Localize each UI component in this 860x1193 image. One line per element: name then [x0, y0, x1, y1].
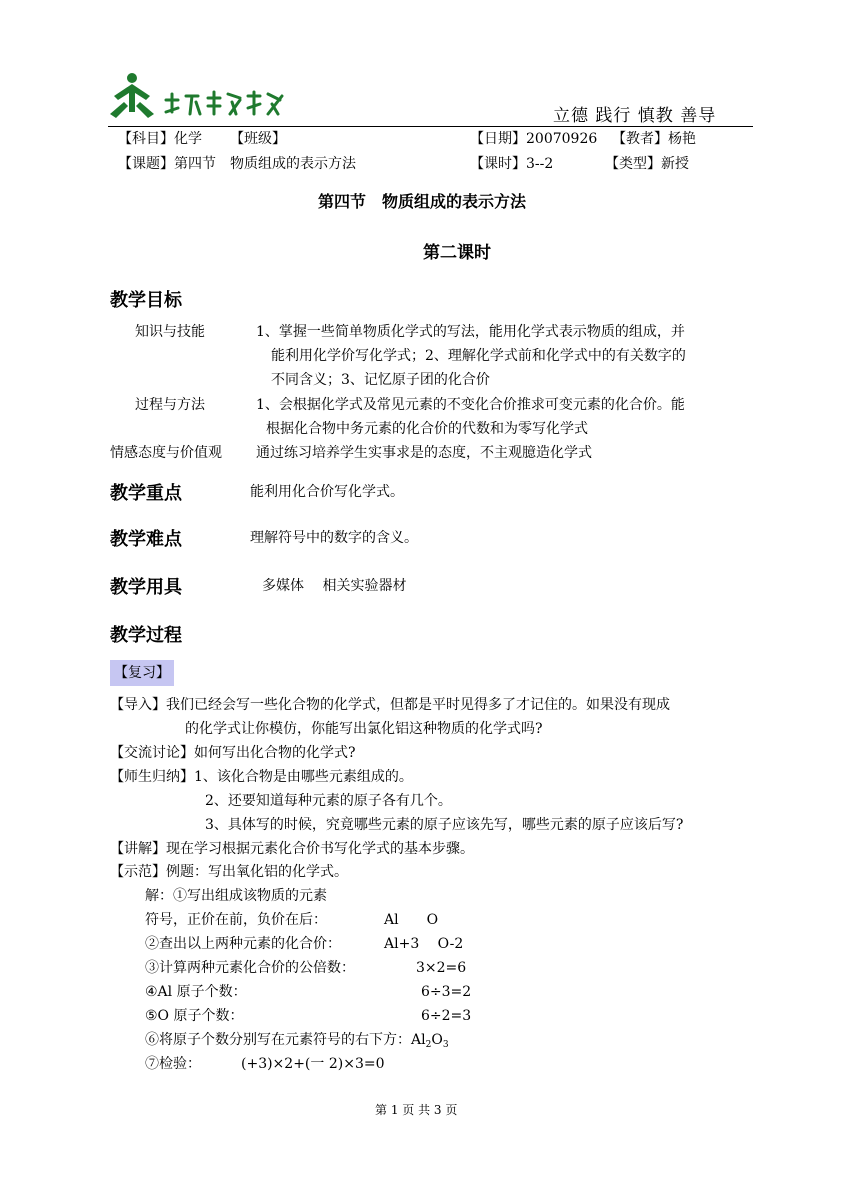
meta-class: 【班级】 — [230, 131, 286, 147]
difficulty-heading: 教学难点 — [110, 529, 182, 550]
demo-line: 【示范】例题：写出氧化铝的化学式。 — [110, 864, 348, 880]
meta-subject: 【科目】化学 — [118, 131, 202, 147]
step-5-value: 6÷2=3 — [421, 1008, 472, 1024]
summary-line-3: 3、具体写的时候，究竟哪些元素的原子应该先写，哪些元素的原子应该后写? — [205, 817, 684, 833]
step-3-value: 3×2=6 — [416, 960, 467, 976]
knowledge-line-3: 不同含义；3、记忆原子团的化合价 — [271, 372, 490, 388]
attitude-label: 情感态度与价值观 — [110, 445, 222, 461]
process-line-1: 1、会根据化学式及常见元素的不变化合价推求可变元素的化合价。能 — [256, 397, 685, 413]
step-6-text: ⑥将原子个数分别写在元素符号的右下方： — [145, 1032, 411, 1048]
meta-date: 【日期】20070926 — [470, 131, 598, 147]
tools-text: 多媒体 相关实验器材 — [262, 578, 407, 594]
knowledge-line-1: 1、掌握一些简单物质化学式的写法，能用化学式表示物质的组成，并 — [256, 324, 685, 340]
step-4: ④Al 原子个数： — [145, 984, 247, 1000]
step-1a: 解：①写出组成该物质的元素 — [145, 888, 327, 904]
discussion-line: 【交流讨论】如何写出化合物的化学式? — [110, 745, 356, 761]
attitude-text: 通过练习培养学生实事求是的态度，不主观臆造化学式 — [256, 445, 592, 461]
meta-topic: 【课题】第四节 物质组成的表示方法 — [118, 156, 356, 172]
school-logo — [108, 70, 288, 122]
step-2: ②查出以上两种元素的化合价： — [145, 936, 341, 952]
formula-o: O — [431, 1032, 443, 1048]
explain-line: 【讲解】现在学习根据元素化合价书写化学式的基本步骤。 — [110, 841, 474, 857]
formula-sub-3: 3 — [442, 1040, 449, 1050]
step-1b: 符号，正价在前，负价在后： — [145, 912, 327, 928]
header-rule — [108, 126, 753, 127]
section-title: 第四节 物质组成的表示方法 — [318, 192, 527, 211]
review-tag: 【复习】 — [110, 660, 174, 686]
meta-teacher: 【教者】杨艳 — [612, 131, 696, 147]
formula-al: Al — [411, 1032, 426, 1048]
step-4-value: 6÷3=2 — [421, 984, 472, 1000]
step-7-value: (+3)×2+(一 2)×3=0 — [241, 1056, 385, 1072]
key-point-text: 能利用化合价写化学式。 — [250, 484, 404, 500]
step-7: ⑦检验： — [145, 1056, 201, 1072]
knowledge-label: 知识与技能 — [135, 324, 205, 340]
page-number: 第 1 页 共 3 页 — [375, 1103, 458, 1117]
summary-line-1: 【师生归纳】1、该化合物是由哪些元素组成的。 — [110, 769, 413, 785]
step-1-value: Al O — [384, 912, 439, 928]
difficulty-text: 理解符号中的数字的含义。 — [250, 530, 418, 546]
knowledge-line-2: 能利用化学价写化学式；2、理解化学式前和化学式中的有关数字的 — [271, 348, 686, 364]
lesson-subtitle: 第二课时 — [423, 243, 491, 263]
objectives-heading: 教学目标 — [110, 290, 182, 311]
step-5: ⑤O 原子个数： — [145, 1008, 244, 1024]
formula-sub-2: 2 — [425, 1040, 432, 1050]
tools-heading: 教学用具 — [110, 577, 182, 598]
intro-line-2: 的化学式让你模仿，你能写出氯化铝这种物质的化学式吗? — [185, 721, 543, 737]
process-heading: 教学过程 — [110, 625, 182, 646]
step-6 — [145, 1031, 449, 1054]
process-line-2: 根据化合物中务元素的化合价的代数和为零写化学式 — [266, 421, 588, 437]
meta-type: 【类型】新授 — [605, 156, 689, 172]
process-label: 过程与方法 — [135, 397, 205, 413]
step-3: ③计算两种元素化合价的公倍数： — [145, 960, 355, 976]
meta-period: 【课时】3--2 — [470, 156, 554, 172]
school-motto: 立德 践行 慎教 善导 — [553, 106, 717, 126]
summary-line-2: 2、还要知道每种元素的原子各有几个。 — [205, 793, 452, 809]
step-2-value: Al+3 O-2 — [384, 936, 464, 952]
key-point-heading: 教学重点 — [110, 483, 182, 504]
intro-line-1: 【导入】我们已经会写一些化合物的化学式，但都是平时见得多了才记住的。如果没有现成 — [110, 697, 670, 713]
